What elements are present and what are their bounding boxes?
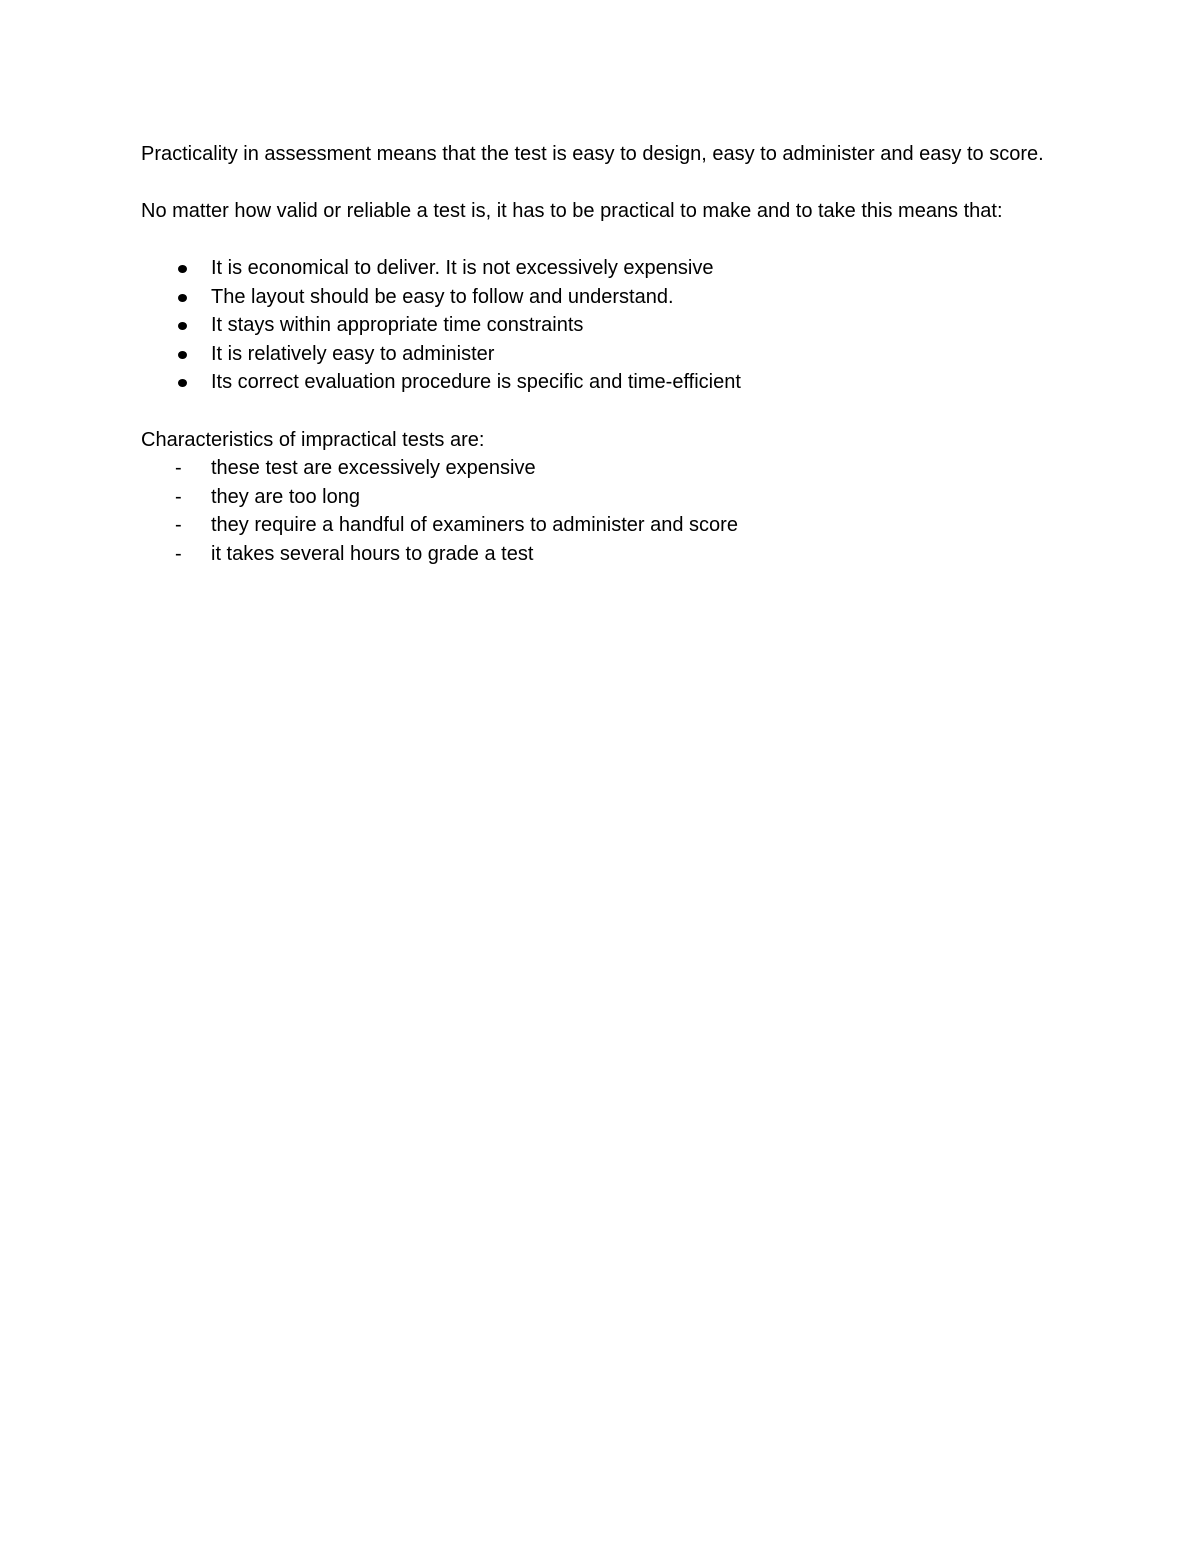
- list-item: [141, 340, 1061, 369]
- bullet-icon: [178, 322, 187, 330]
- list-item-text: it takes several hours to grade a test: [211, 542, 534, 565]
- list-item-text: It stays within appropriate time constraints: [211, 314, 584, 336]
- list-item-text: they require a handful of examiners to administer and score: [211, 514, 738, 536]
- list-item-text: Its correct evaluation procedure is specific and time-efficient: [211, 371, 741, 393]
- bullet-icon: [178, 351, 187, 359]
- list-item: [141, 254, 1061, 283]
- list-item: [141, 283, 1061, 312]
- dash-marker: -: [175, 542, 182, 565]
- bullet-icon: [178, 265, 187, 273]
- list-item-text: these test are excessively expensive: [211, 457, 536, 479]
- dash-marker: -: [175, 514, 182, 536]
- list-item: [141, 511, 1061, 540]
- document-body: [141, 140, 1061, 568]
- impractical-points-list: [141, 454, 1061, 568]
- lead-paragraph: No matter how valid or reliable a test is, it has to be practical to make and to take this means that:: [141, 199, 1003, 222]
- bullet-icon: [178, 379, 187, 387]
- list-item: [141, 540, 1061, 569]
- practical-points-list: [141, 254, 1061, 397]
- list-item: [141, 483, 1061, 512]
- list-item: [141, 454, 1061, 483]
- list-item-text: It is economical to deliver. It is not excessively expensive: [211, 257, 714, 279]
- list-item-text: The layout should be easy to follow and understand.: [211, 285, 674, 308]
- list-item-text: It is relatively easy to administer: [211, 342, 495, 365]
- intro-paragraph: Practicality in assessment means that the test is easy to design, easy to administer and easy to score.: [141, 143, 1044, 165]
- impractical-heading: Characteristics of impractical tests are:: [141, 428, 485, 451]
- list-item: [141, 311, 1061, 340]
- dash-marker: -: [175, 457, 182, 479]
- dash-marker: -: [175, 485, 182, 508]
- bullet-icon: [178, 294, 187, 302]
- list-item-text: they are too long: [211, 485, 360, 508]
- list-item: [141, 368, 1061, 397]
